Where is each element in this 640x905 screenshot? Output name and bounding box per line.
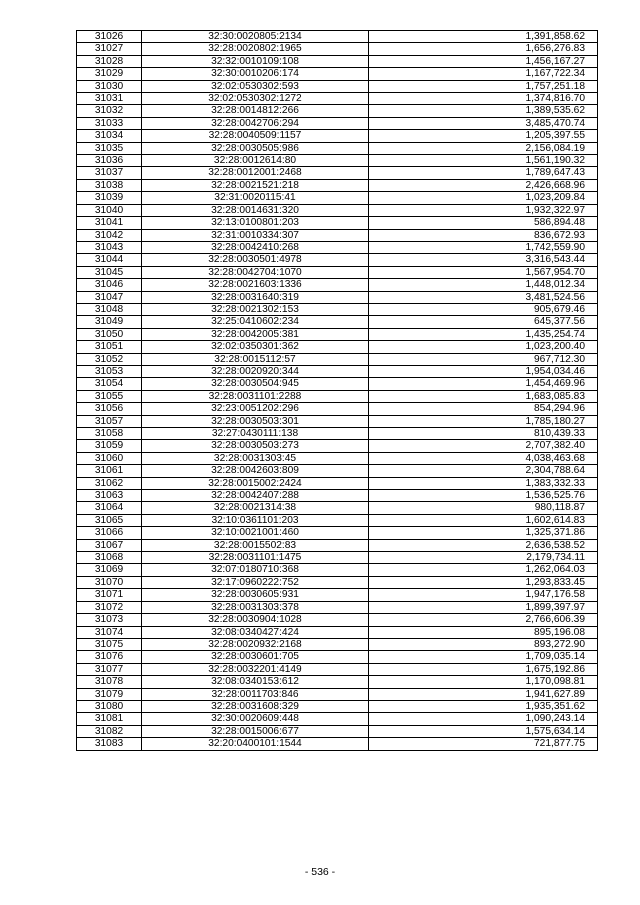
row-number-cell: 31067	[77, 539, 142, 551]
cadastral-number-cell: 32:27:0430111:138	[142, 428, 369, 440]
cadastral-number-cell: 32:28:0015502:83	[142, 539, 369, 551]
value-cell: 1,262,064.03	[369, 564, 598, 576]
cadastral-number-cell: 32:30:0020609:448	[142, 713, 369, 725]
table-row	[77, 155, 598, 167]
value-cell: 3,485,470.74	[369, 117, 598, 129]
row-number-cell: 31069	[77, 564, 142, 576]
table-row	[77, 415, 598, 427]
value-cell: 1,575,634.14	[369, 725, 598, 737]
cadastral-number-cell: 32:28:0030503:273	[142, 440, 369, 452]
value-cell: 1,561,190.32	[369, 155, 598, 167]
row-number-cell: 31074	[77, 626, 142, 638]
table-row	[77, 403, 598, 415]
value-cell: 1,742,559.90	[369, 241, 598, 253]
table-row	[77, 117, 598, 129]
table-row	[77, 390, 598, 402]
value-cell: 1,167,722.34	[369, 68, 598, 80]
row-number-cell: 31026	[77, 31, 142, 43]
cadastral-value-table	[76, 30, 598, 751]
cadastral-number-cell: 32:28:0015002:2424	[142, 477, 369, 489]
value-cell: 1,325,371.86	[369, 527, 598, 539]
cadastral-number-cell: 32:28:0014812:266	[142, 105, 369, 117]
value-cell: 1,090,243.14	[369, 713, 598, 725]
row-number-cell: 31076	[77, 651, 142, 663]
value-cell: 1,683,085.83	[369, 390, 598, 402]
value-cell: 1,536,525.76	[369, 490, 598, 502]
table-row	[77, 341, 598, 353]
value-cell: 1,941,627.89	[369, 688, 598, 700]
value-cell: 836,672.93	[369, 229, 598, 241]
cadastral-number-cell: 32:28:0021314:38	[142, 502, 369, 514]
value-cell: 1,899,397.97	[369, 601, 598, 613]
cadastral-number-cell: 32:28:0020920:344	[142, 365, 369, 377]
table-row	[77, 688, 598, 700]
value-cell: 1,023,209.84	[369, 192, 598, 204]
value-cell: 1,391,858.62	[369, 31, 598, 43]
table-row	[77, 353, 598, 365]
row-number-cell: 31053	[77, 365, 142, 377]
table-row	[77, 527, 598, 539]
cadastral-number-cell: 32:28:0012614:80	[142, 155, 369, 167]
table-row	[77, 254, 598, 266]
row-number-cell: 31040	[77, 204, 142, 216]
value-cell: 895,196.08	[369, 626, 598, 638]
table-row	[77, 490, 598, 502]
value-cell: 1,023,200.40	[369, 341, 598, 353]
cadastral-number-cell: 32:28:0015112:57	[142, 353, 369, 365]
table-row	[77, 316, 598, 328]
cadastral-number-cell: 32:13:0100801:203	[142, 217, 369, 229]
table-row	[77, 663, 598, 675]
table-row	[77, 626, 598, 638]
row-number-cell: 31075	[77, 638, 142, 650]
row-number-cell: 31056	[77, 403, 142, 415]
table-row	[77, 68, 598, 80]
row-number-cell: 31035	[77, 142, 142, 154]
row-number-cell: 31070	[77, 576, 142, 588]
value-cell: 1,789,647.43	[369, 167, 598, 179]
row-number-cell: 31044	[77, 254, 142, 266]
cadastral-number-cell: 32:17:0960222:752	[142, 576, 369, 588]
table-row	[77, 167, 598, 179]
cadastral-number-cell: 32:28:0030501:4978	[142, 254, 369, 266]
value-cell: 2,304,788.64	[369, 465, 598, 477]
table-row	[77, 502, 598, 514]
value-cell: 980,118.87	[369, 502, 598, 514]
cadastral-number-cell: 32:28:0030504:945	[142, 378, 369, 390]
cadastral-number-cell: 32:10:0021001:460	[142, 527, 369, 539]
table-body	[77, 31, 598, 751]
table-row	[77, 217, 598, 229]
cadastral-number-cell: 32:28:0031640:319	[142, 291, 369, 303]
cadastral-number-cell: 32:28:0042704:1070	[142, 266, 369, 278]
row-number-cell: 31033	[77, 117, 142, 129]
value-cell: 2,707,382.40	[369, 440, 598, 452]
cadastral-number-cell: 32:28:0030605:931	[142, 589, 369, 601]
row-number-cell: 31052	[77, 353, 142, 365]
table-row	[77, 241, 598, 253]
row-number-cell: 31051	[77, 341, 142, 353]
table-row	[77, 31, 598, 43]
table-row	[77, 514, 598, 526]
cadastral-number-cell: 32:02:0530302:1272	[142, 93, 369, 105]
table-row	[77, 651, 598, 663]
cadastral-number-cell: 32:28:0014631:320	[142, 204, 369, 216]
value-cell: 1,170,098.81	[369, 676, 598, 688]
cadastral-number-cell: 32:28:0011703:846	[142, 688, 369, 700]
value-cell: 1,293,833.45	[369, 576, 598, 588]
value-cell: 1,435,254.74	[369, 328, 598, 340]
table-row	[77, 713, 598, 725]
table-row	[77, 279, 598, 291]
table-row	[77, 725, 598, 737]
value-cell: 1,954,034.46	[369, 365, 598, 377]
value-cell: 1,374,816.70	[369, 93, 598, 105]
row-number-cell: 31054	[77, 378, 142, 390]
cadastral-number-cell: 32:25:0410602:234	[142, 316, 369, 328]
table-row	[77, 440, 598, 452]
row-number-cell: 31068	[77, 552, 142, 564]
cadastral-number-cell: 32:28:0042407:288	[142, 490, 369, 502]
table-row	[77, 291, 598, 303]
page-number: - 536 -	[304, 866, 336, 878]
value-cell: 1,675,192.86	[369, 663, 598, 675]
table-row	[77, 328, 598, 340]
table-row	[77, 452, 598, 464]
row-number-cell: 31030	[77, 80, 142, 92]
row-number-cell: 31058	[77, 428, 142, 440]
row-number-cell: 31042	[77, 229, 142, 241]
row-number-cell: 31050	[77, 328, 142, 340]
row-number-cell: 31029	[77, 68, 142, 80]
value-cell: 2,179,734.11	[369, 552, 598, 564]
cadastral-number-cell: 32:20:0400101:1544	[142, 738, 369, 750]
cadastral-number-cell: 32:23:0051202:296	[142, 403, 369, 415]
table-row	[77, 204, 598, 216]
table-row	[77, 589, 598, 601]
table-row	[77, 130, 598, 142]
table-row	[77, 539, 598, 551]
row-number-cell: 31031	[77, 93, 142, 105]
table-row	[77, 229, 598, 241]
cadastral-number-cell: 32:28:0042603:809	[142, 465, 369, 477]
value-cell: 1,448,012.34	[369, 279, 598, 291]
cadastral-number-cell: 32:28:0030601:705	[142, 651, 369, 663]
table-row	[77, 179, 598, 191]
cadastral-number-cell: 32:28:0021302:153	[142, 303, 369, 315]
table-row	[77, 676, 598, 688]
table-row	[77, 365, 598, 377]
value-cell: 1,656,276.83	[369, 43, 598, 55]
table-row	[77, 378, 598, 390]
cadastral-number-cell: 32:02:0530302:593	[142, 80, 369, 92]
cadastral-number-cell: 32:28:0015006:677	[142, 725, 369, 737]
value-cell: 1,567,954.70	[369, 266, 598, 278]
value-cell: 905,679.46	[369, 303, 598, 315]
value-cell: 586,894.48	[369, 217, 598, 229]
cadastral-number-cell: 32:31:0010334:307	[142, 229, 369, 241]
value-cell: 3,316,543.44	[369, 254, 598, 266]
cadastral-number-cell: 32:28:0031303:378	[142, 601, 369, 613]
row-number-cell: 31048	[77, 303, 142, 315]
row-number-cell: 31082	[77, 725, 142, 737]
value-cell: 1,935,351.62	[369, 700, 598, 712]
table-row	[77, 576, 598, 588]
table-row	[77, 738, 598, 750]
value-cell: 1,454,469.96	[369, 378, 598, 390]
value-cell: 2,766,606.39	[369, 614, 598, 626]
row-number-cell: 31032	[77, 105, 142, 117]
cadastral-number-cell: 32:28:0030904:1028	[142, 614, 369, 626]
row-number-cell: 31039	[77, 192, 142, 204]
row-number-cell: 31065	[77, 514, 142, 526]
row-number-cell: 31062	[77, 477, 142, 489]
row-number-cell: 31061	[77, 465, 142, 477]
cadastral-number-cell: 32:07:0180710:368	[142, 564, 369, 576]
table-row	[77, 55, 598, 67]
cadastral-number-cell: 32:28:0042706:294	[142, 117, 369, 129]
cadastral-number-cell: 32:28:0031608:329	[142, 700, 369, 712]
value-cell: 2,156,084.19	[369, 142, 598, 154]
row-number-cell: 31049	[77, 316, 142, 328]
value-cell: 1,757,251.18	[369, 80, 598, 92]
value-cell: 1,456,167.27	[369, 55, 598, 67]
table-row	[77, 564, 598, 576]
cadastral-number-cell: 32:10:0361101:203	[142, 514, 369, 526]
value-cell: 721,877.75	[369, 738, 598, 750]
row-number-cell: 31081	[77, 713, 142, 725]
value-cell: 1,709,035.14	[369, 651, 598, 663]
cadastral-number-cell: 32:28:0042410:268	[142, 241, 369, 253]
row-number-cell: 31077	[77, 663, 142, 675]
row-number-cell: 31060	[77, 452, 142, 464]
row-number-cell: 31041	[77, 217, 142, 229]
value-cell: 1,602,614.83	[369, 514, 598, 526]
table-row	[77, 477, 598, 489]
value-cell: 1,383,332.33	[369, 477, 598, 489]
cadastral-number-cell: 32:28:0031101:1475	[142, 552, 369, 564]
cadastral-number-cell: 32:31:0020115:41	[142, 192, 369, 204]
value-cell: 1,389,535.62	[369, 105, 598, 117]
cadastral-number-cell: 32:08:0340427:424	[142, 626, 369, 638]
row-number-cell: 31034	[77, 130, 142, 142]
document-table-container	[76, 30, 598, 751]
row-number-cell: 31072	[77, 601, 142, 613]
row-number-cell: 31055	[77, 390, 142, 402]
table-row	[77, 266, 598, 278]
cadastral-number-cell: 32:28:0021603:1336	[142, 279, 369, 291]
table-row	[77, 601, 598, 613]
cadastral-number-cell: 32:30:0010206:174	[142, 68, 369, 80]
row-number-cell: 31047	[77, 291, 142, 303]
cadastral-number-cell: 32:28:0031101:2288	[142, 390, 369, 402]
row-number-cell: 31080	[77, 700, 142, 712]
cadastral-number-cell: 32:32:0010109:108	[142, 55, 369, 67]
row-number-cell: 31079	[77, 688, 142, 700]
row-number-cell: 31045	[77, 266, 142, 278]
table-row	[77, 465, 598, 477]
row-number-cell: 31059	[77, 440, 142, 452]
table-row	[77, 105, 598, 117]
value-cell: 3,481,524.56	[369, 291, 598, 303]
value-cell: 1,947,176.58	[369, 589, 598, 601]
cadastral-number-cell: 32:28:0020932:2168	[142, 638, 369, 650]
row-number-cell: 31027	[77, 43, 142, 55]
value-cell: 2,636,538.52	[369, 539, 598, 551]
row-number-cell: 31037	[77, 167, 142, 179]
value-cell: 1,205,397.55	[369, 130, 598, 142]
table-row	[77, 614, 598, 626]
table-row	[77, 93, 598, 105]
table-row	[77, 552, 598, 564]
cadastral-number-cell: 32:28:0021521:218	[142, 179, 369, 191]
value-cell: 2,426,668.96	[369, 179, 598, 191]
cadastral-number-cell: 32:28:0031303:45	[142, 452, 369, 464]
value-cell: 645,377.56	[369, 316, 598, 328]
row-number-cell: 31057	[77, 415, 142, 427]
row-number-cell: 31038	[77, 179, 142, 191]
cadastral-number-cell: 32:28:0030503:301	[142, 415, 369, 427]
row-number-cell: 31063	[77, 490, 142, 502]
row-number-cell: 31046	[77, 279, 142, 291]
table-row	[77, 142, 598, 154]
value-cell: 4,038,463.68	[369, 452, 598, 464]
cadastral-number-cell: 32:02:0350301:362	[142, 341, 369, 353]
cadastral-number-cell: 32:28:0012001:2468	[142, 167, 369, 179]
cadastral-number-cell: 32:28:0040509:1157	[142, 130, 369, 142]
cadastral-number-cell: 32:28:0030505:986	[142, 142, 369, 154]
row-number-cell: 31078	[77, 676, 142, 688]
table-row	[77, 80, 598, 92]
row-number-cell: 31073	[77, 614, 142, 626]
row-number-cell: 31064	[77, 502, 142, 514]
cadastral-number-cell: 32:08:0340153:612	[142, 676, 369, 688]
table-row	[77, 700, 598, 712]
value-cell: 967,712.30	[369, 353, 598, 365]
value-cell: 893,272.90	[369, 638, 598, 650]
value-cell: 854,294.96	[369, 403, 598, 415]
table-row	[77, 43, 598, 55]
cadastral-number-cell: 32:28:0042005:381	[142, 328, 369, 340]
value-cell: 1,932,322.97	[369, 204, 598, 216]
row-number-cell: 31043	[77, 241, 142, 253]
value-cell: 1,785,180.27	[369, 415, 598, 427]
value-cell: 810,439.33	[369, 428, 598, 440]
row-number-cell: 31028	[77, 55, 142, 67]
cadastral-number-cell: 32:28:0020802:1965	[142, 43, 369, 55]
row-number-cell: 31036	[77, 155, 142, 167]
table-row	[77, 303, 598, 315]
cadastral-number-cell: 32:30:0020805:2134	[142, 31, 369, 43]
row-number-cell: 31071	[77, 589, 142, 601]
row-number-cell: 31066	[77, 527, 142, 539]
cadastral-number-cell: 32:28:0032201:4149	[142, 663, 369, 675]
table-row	[77, 428, 598, 440]
table-row	[77, 192, 598, 204]
row-number-cell: 31083	[77, 738, 142, 750]
table-row	[77, 638, 598, 650]
